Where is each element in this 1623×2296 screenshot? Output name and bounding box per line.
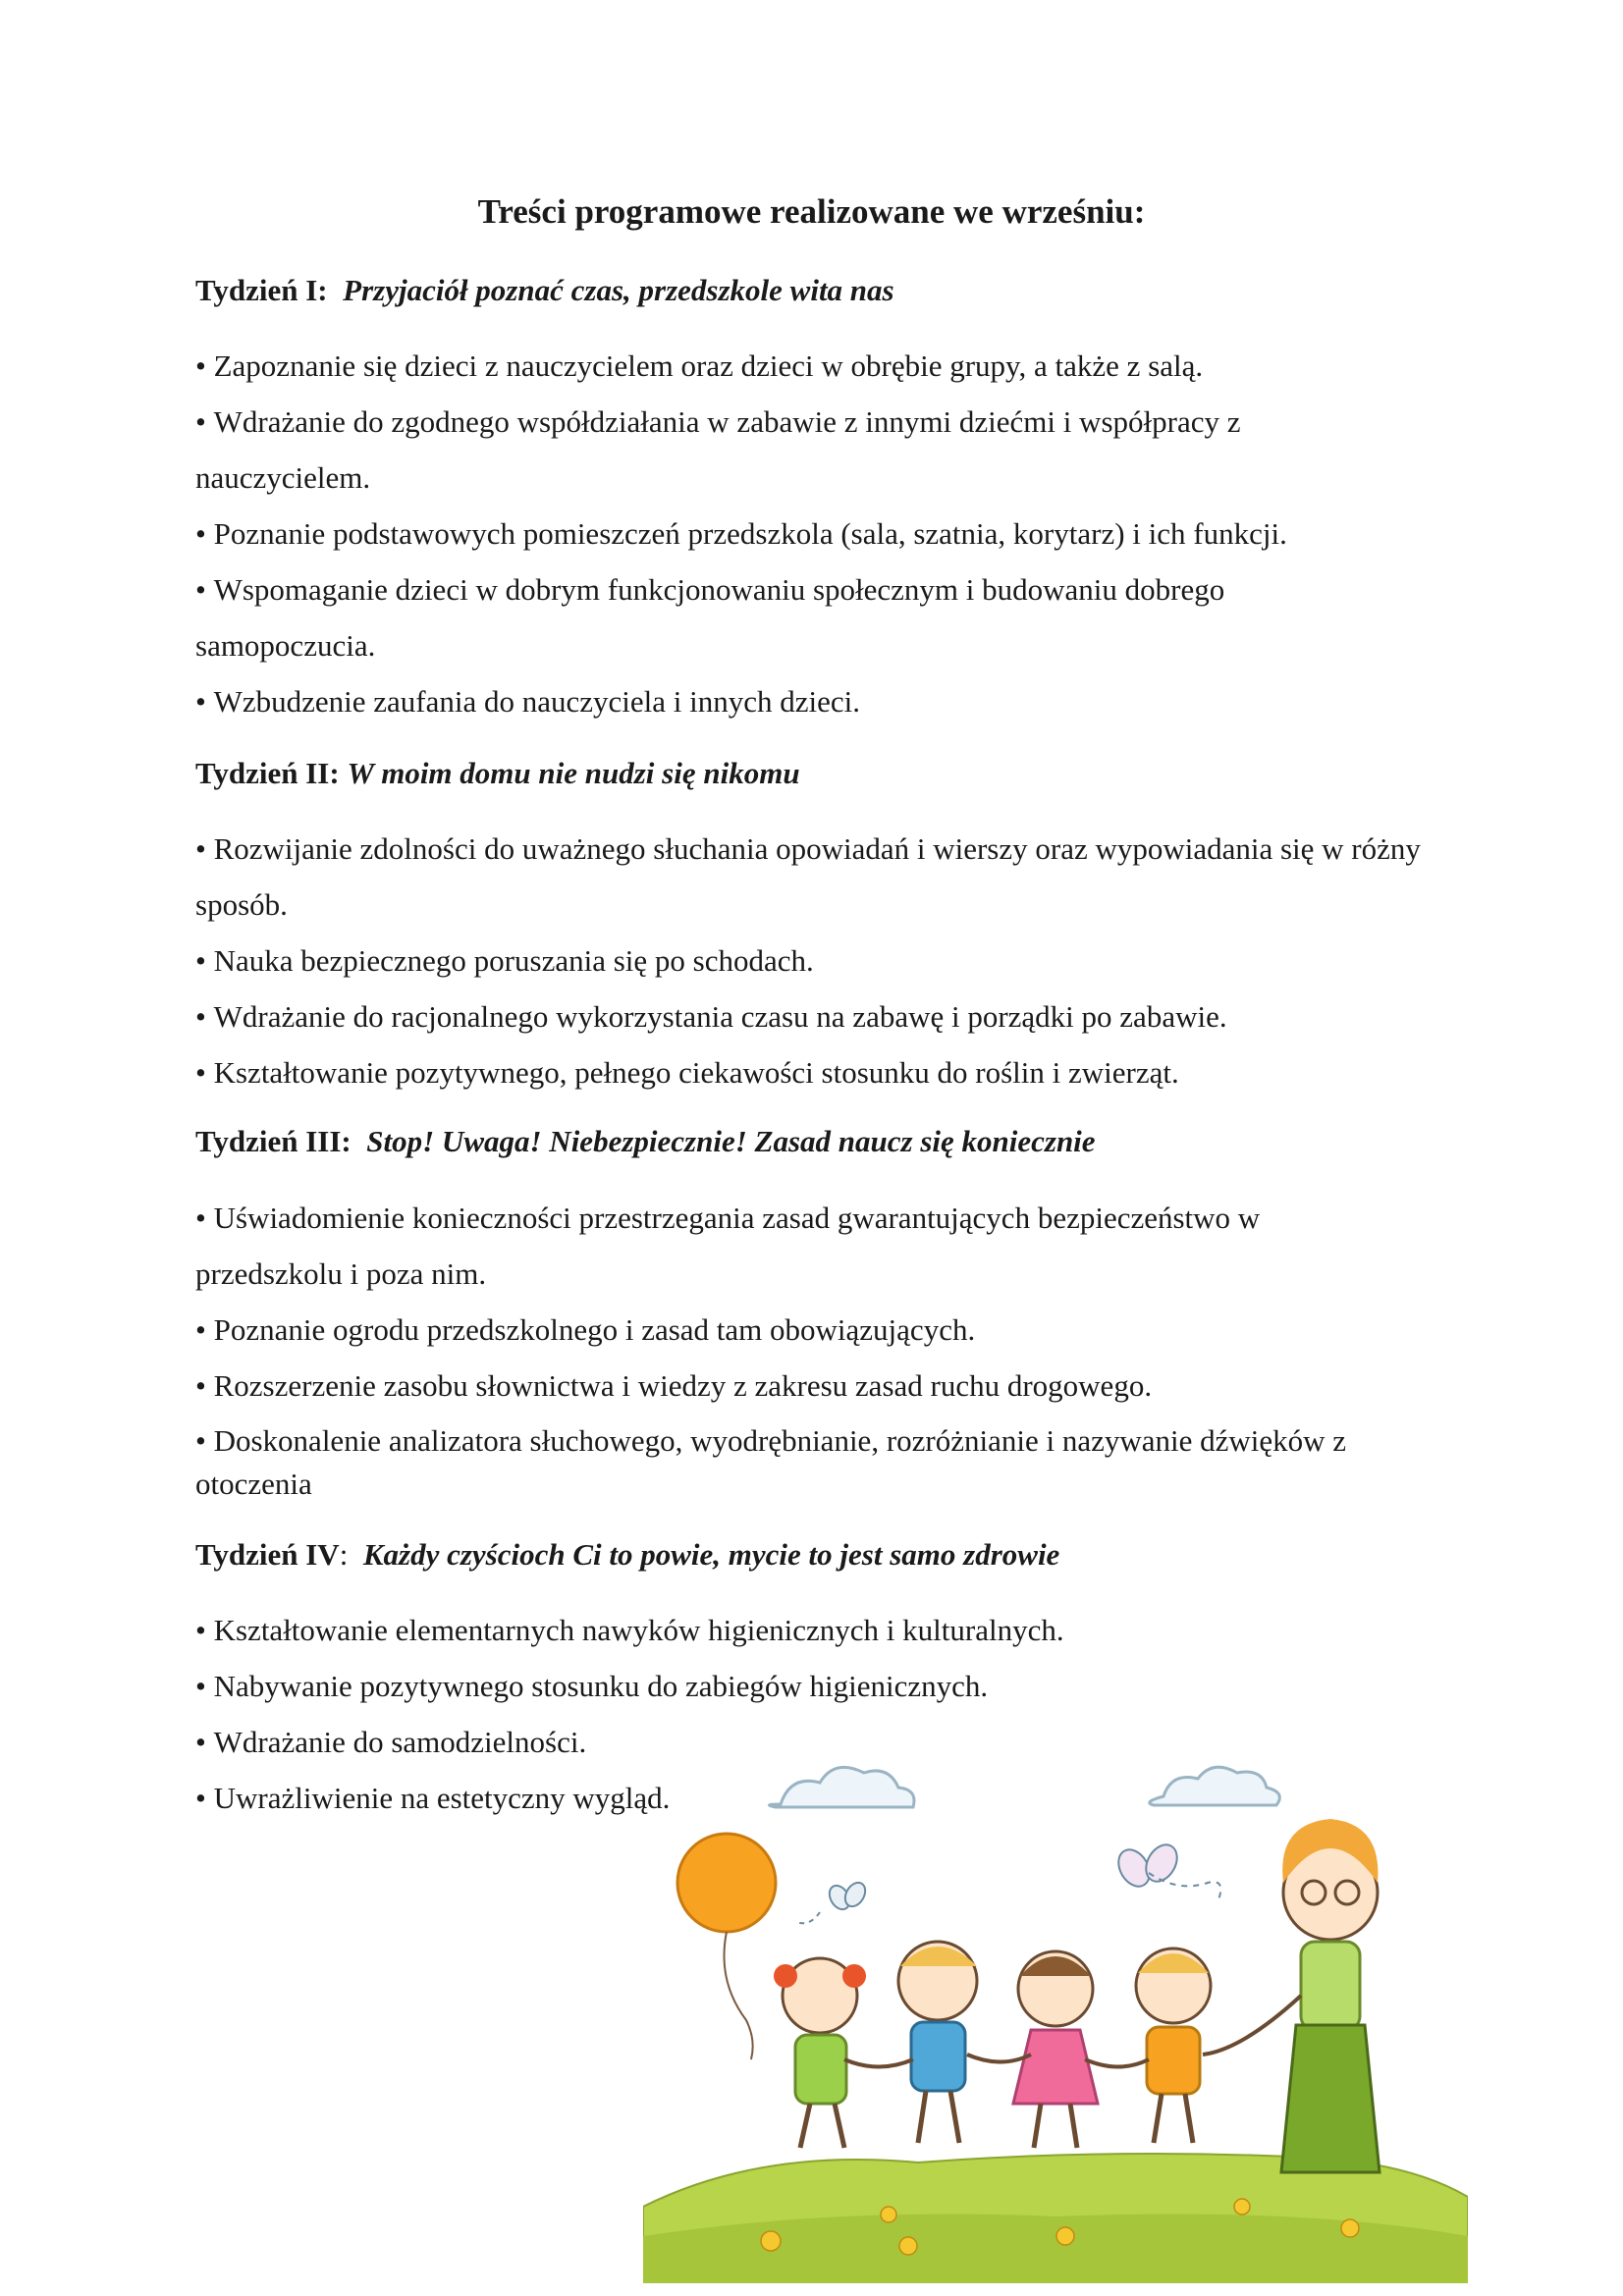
butterfly-icon <box>1112 1840 1220 1902</box>
butterfly-icon <box>795 1879 869 1923</box>
week-4-heading <box>195 1537 1059 1573</box>
list-item: • Wzbudzenie zaufania do nauczyciela i innych dzieci. <box>195 673 1462 729</box>
cloud-icon <box>770 1767 914 1807</box>
child-2 <box>898 1942 977 2143</box>
week-2-heading <box>195 756 800 791</box>
week-1-theme: Przyjaciół poznać czas, przedszkole wita nas <box>343 273 894 307</box>
list-item: • Rozszerzenie zasobu słownictwa i wiedzy z zakresu zasad ruchu drogowego. <box>195 1358 1462 1414</box>
list-item: • Kształtowanie elementarnych nawyków higienicznych i kulturalnych. <box>195 1602 1462 1658</box>
child-1 <box>774 1958 866 2148</box>
week-3-theme: Stop! Uwaga! Niebezpiecznie! Zasad naucz się koniecznie <box>366 1124 1096 1158</box>
week-1-heading <box>195 273 894 308</box>
list-item: • Doskonalenie analizatora słuchowego, wyodrębnianie, rozróżnianie i nazywanie dźwięków z otoczenia <box>195 1419 1462 1506</box>
list-item: • Uświadomienie konieczności przestrzegania zasad gwarantujących bezpieczeństwo w przedszkolu i poza nim. <box>195 1190 1354 1302</box>
week-2-label: Tydzień II: <box>195 756 340 790</box>
list-item: • Nabywanie pozytywnego stosunku do zabiegów higienicznych. <box>195 1658 1462 1714</box>
week-4-colon: : <box>339 1537 349 1572</box>
teacher <box>1281 1819 1380 2172</box>
list-item: • Kształtowanie pozytywnego, pełnego ciekawości stosunku do roślin i zwierząt. <box>195 1044 1462 1100</box>
week-1-label: Tydzień I: <box>195 273 328 307</box>
cloud-icon <box>1150 1767 1280 1805</box>
child-3 <box>1013 1951 1098 2148</box>
list-item: • Zapoznanie się dzieci z nauczycielem oraz dzieci w obrębie grupy, a także z salą. <box>195 338 1462 394</box>
week-3-list <box>195 1190 1462 1506</box>
balloon-icon <box>677 1834 776 2059</box>
list-item: • Wdrażanie do samodzielności. <box>195 1714 1462 1770</box>
list-item: • Wdrażanie do racjonalnego wykorzystania czasu na zabawę i porządki po zabawie. <box>195 988 1462 1044</box>
list-item: • Poznanie ogrodu przedszkolnego i zasad tam obowiązujących. <box>195 1302 1462 1358</box>
list-item: • Poznanie podstawowych pomieszczeń przedszkola (sala, szatnia, korytarz) i ich funkcji. <box>195 506 1462 561</box>
week-4-theme: Każdy czyścioch Ci to powie, mycie to jest samo zdrowie <box>362 1537 1060 1572</box>
list-item: • Nauka bezpiecznego poruszania się po schodach. <box>195 933 1462 988</box>
child-4 <box>1136 1949 1211 2143</box>
week-2-theme: W moim domu nie nudzi się nikomu <box>347 756 800 790</box>
week-3-label: Tydzień III: <box>195 1124 352 1158</box>
week-3-heading <box>195 1124 1096 1159</box>
list-item: • Wdrażanie do zgodnego współdziałania w zabawie z innymi dziećmi i współpracy z nauczycielem. <box>195 394 1344 506</box>
week-4-label: Tydzień IV <box>195 1537 340 1572</box>
list-item: • Uwrażliwienie na estetyczny wygląd. <box>195 1770 1462 1826</box>
list-item: • Wspomaganie dzieci w dobrym funkcjonowaniu społecznym i budowaniu dobrego samopoczucia. <box>195 561 1344 673</box>
list-item: • Rozwijanie zdolności do uważnego słuchania opowiadań i wierszy oraz wypowiadania się w różny sposób. <box>195 821 1462 933</box>
children-illustration <box>643 1745 1468 2283</box>
week-1-list <box>195 338 1462 729</box>
page-title: Treści programowe realizowane we wrześniu: <box>477 192 1146 231</box>
week-2-list <box>195 821 1462 1100</box>
